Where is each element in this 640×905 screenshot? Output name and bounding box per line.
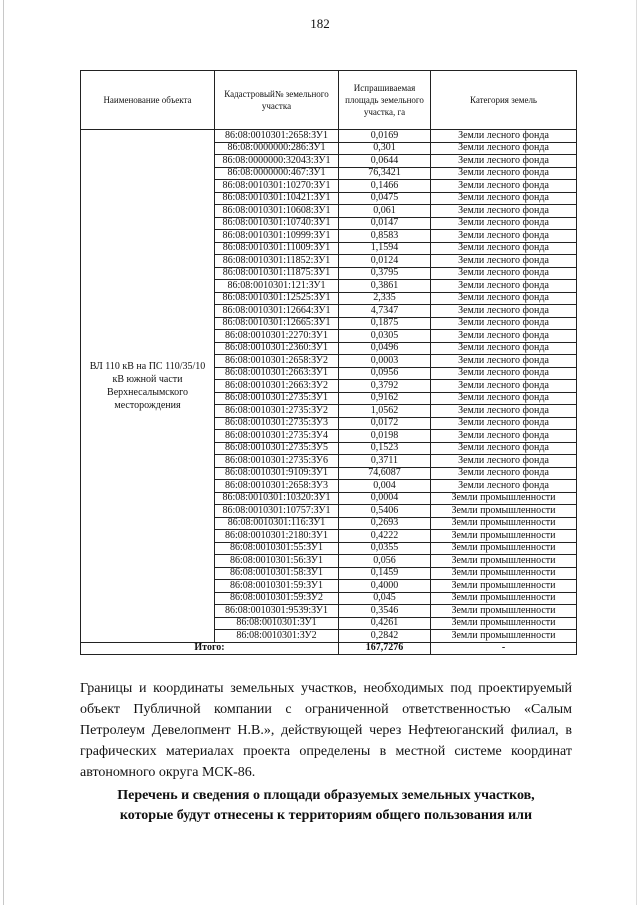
- total-area: 167,7276: [339, 642, 431, 655]
- category-cell: Земли лесного фонда: [431, 230, 577, 243]
- category-cell: Земли лесного фонда: [431, 142, 577, 155]
- object-name-cell: ВЛ 110 кВ на ПС 110/35/10 кВ южной части Верхнесалымского месторождения: [81, 130, 215, 643]
- area-cell: 0,0198: [339, 430, 431, 443]
- category-cell: Земли промышленности: [431, 580, 577, 593]
- area-cell: 0,0003: [339, 355, 431, 368]
- cadastral-cell: 86:08:0010301:2735:ЗУ4: [215, 430, 339, 443]
- total-category: -: [431, 642, 577, 655]
- area-cell: 0,0004: [339, 492, 431, 505]
- cadastral-cell: 86:08:0010301:2270:ЗУ1: [215, 330, 339, 343]
- cadastral-cell: 86:08:0010301:9539:ЗУ1: [215, 605, 339, 618]
- cadastral-cell: 86:08:0010301:12525:ЗУ1: [215, 292, 339, 305]
- cadastral-cell: 86:08:0010301:11852:ЗУ1: [215, 255, 339, 268]
- cadastral-cell: 86:08:0010301:2663:ЗУ2: [215, 380, 339, 393]
- category-cell: Земли промышленности: [431, 530, 577, 543]
- category-cell: Земли промышленности: [431, 517, 577, 530]
- cadastral-cell: 86:08:0010301:10270:ЗУ1: [215, 180, 339, 193]
- area-cell: 0,9162: [339, 392, 431, 405]
- area-cell: 0,4000: [339, 580, 431, 593]
- cadastral-cell: 86:08:0010301:2735:ЗУ1: [215, 392, 339, 405]
- area-cell: 0,3861: [339, 280, 431, 293]
- land-plots-table: [80, 70, 577, 655]
- cadastral-cell: 86:08:0010301:9109:ЗУ1: [215, 467, 339, 480]
- area-cell: 0,301: [339, 142, 431, 155]
- category-cell: Земли лесного фонда: [431, 155, 577, 168]
- cadastral-cell: 86:08:0000000:286:ЗУ1: [215, 142, 339, 155]
- category-cell: Земли промышленности: [431, 505, 577, 518]
- area-cell: 0,0956: [339, 367, 431, 380]
- area-cell: 0,5406: [339, 505, 431, 518]
- category-cell: Земли лесного фонда: [431, 430, 577, 443]
- category-cell: Земли промышленности: [431, 592, 577, 605]
- table-header-row: [81, 71, 577, 130]
- category-cell: Земли лесного фонда: [431, 130, 577, 143]
- cadastral-cell: 86:08:0010301:10740:ЗУ1: [215, 217, 339, 230]
- header-cadastral: Кадастровый№ земельного участка: [215, 71, 339, 130]
- area-cell: 0,2842: [339, 630, 431, 643]
- area-cell: 0,061: [339, 205, 431, 218]
- cadastral-cell: 86:08:0010301:ЗУ1: [215, 617, 339, 630]
- category-cell: Земли лесного фонда: [431, 205, 577, 218]
- category-cell: Земли лесного фонда: [431, 342, 577, 355]
- cadastral-cell: 86:08:0000000:32043:ЗУ1: [215, 155, 339, 168]
- cadastral-cell: 86:08:0010301:2735:ЗУ5: [215, 442, 339, 455]
- cadastral-cell: 86:08:0010301:2658:ЗУ1: [215, 130, 339, 143]
- category-cell: Земли лесного фонда: [431, 392, 577, 405]
- cadastral-cell: 86:08:0010301:2663:ЗУ1: [215, 367, 339, 380]
- cadastral-cell: 86:08:0010301:ЗУ2: [215, 630, 339, 643]
- category-cell: Земли лесного фонда: [431, 192, 577, 205]
- area-cell: 0,1875: [339, 317, 431, 330]
- area-cell: 0,4261: [339, 617, 431, 630]
- cadastral-cell: 86:08:0010301:121:ЗУ1: [215, 280, 339, 293]
- category-cell: Земли промышленности: [431, 630, 577, 643]
- category-cell: Земли лесного фонда: [431, 317, 577, 330]
- body-paragraph: Границы и координаты земельных участков, необходимых под проектируемый объект Публичной компании с ограниченной ответственностью «Салым Петролеум Девелопмент Н.В.», действующей через Нефтеюганский филиал, в графических материалах проекта определены в местной системе координат автономного округа МСК-86.: [80, 681, 572, 780]
- section-heading: Перечень и сведения о площади образуемых земельных участков, которые будут отнесены к территориям общего пользования или: [117, 788, 535, 823]
- category-cell: Земли лесного фонда: [431, 242, 577, 255]
- cadastral-cell: 86:08:0010301:55:ЗУ1: [215, 542, 339, 555]
- area-cell: 0,1523: [339, 442, 431, 455]
- area-cell: 0,0124: [339, 255, 431, 268]
- area-cell: 0,0496: [339, 342, 431, 355]
- area-cell: 0,3795: [339, 267, 431, 280]
- table-row: [81, 130, 577, 143]
- category-cell: Земли лесного фонда: [431, 267, 577, 280]
- category-cell: Земли лесного фонда: [431, 367, 577, 380]
- cadastral-cell: 86:08:0000000:467:ЗУ1: [215, 167, 339, 180]
- cadastral-cell: 86:08:0010301:2658:ЗУ3: [215, 480, 339, 493]
- category-cell: Земли лесного фонда: [431, 380, 577, 393]
- total-label: Итого:: [81, 642, 339, 655]
- category-cell: Земли промышленности: [431, 567, 577, 580]
- cadastral-cell: 86:08:0010301:59:ЗУ2: [215, 592, 339, 605]
- category-cell: Земли лесного фонда: [431, 480, 577, 493]
- category-cell: Земли лесного фонда: [431, 355, 577, 368]
- cadastral-cell: 86:08:0010301:2180:ЗУ1: [215, 530, 339, 543]
- category-cell: Земли лесного фонда: [431, 255, 577, 268]
- cadastral-cell: 86:08:0010301:10421:ЗУ1: [215, 192, 339, 205]
- cadastral-cell: 86:08:0010301:10608:ЗУ1: [215, 205, 339, 218]
- cadastral-cell: 86:08:0010301:11009:ЗУ1: [215, 242, 339, 255]
- cadastral-cell: 86:08:0010301:2360:ЗУ1: [215, 342, 339, 355]
- area-cell: 0,045: [339, 592, 431, 605]
- area-cell: 4,7347: [339, 305, 431, 318]
- area-cell: 0,0172: [339, 417, 431, 430]
- category-cell: Земли промышленности: [431, 617, 577, 630]
- category-cell: Земли лесного фонда: [431, 467, 577, 480]
- cadastral-cell: 86:08:0010301:58:ЗУ1: [215, 567, 339, 580]
- category-cell: Земли лесного фонда: [431, 330, 577, 343]
- area-cell: 0,0475: [339, 192, 431, 205]
- area-cell: 0,4222: [339, 530, 431, 543]
- cadastral-cell: 86:08:0010301:59:ЗУ1: [215, 580, 339, 593]
- cadastral-cell: 86:08:0010301:10320:ЗУ1: [215, 492, 339, 505]
- category-cell: Земли лесного фонда: [431, 405, 577, 418]
- category-cell: Земли лесного фонда: [431, 180, 577, 193]
- area-cell: 76,3421: [339, 167, 431, 180]
- page-edge-left: [3, 0, 4, 905]
- area-cell: 0,3792: [339, 380, 431, 393]
- category-cell: Земли лесного фонда: [431, 167, 577, 180]
- area-cell: 1,0562: [339, 405, 431, 418]
- cadastral-cell: 86:08:0010301:10999:ЗУ1: [215, 230, 339, 243]
- page-number: 182: [310, 16, 330, 31]
- page-edge-right: [636, 0, 637, 905]
- cadastral-cell: 86:08:0010301:56:ЗУ1: [215, 555, 339, 568]
- area-cell: 0,8583: [339, 230, 431, 243]
- total-row: [81, 642, 577, 655]
- area-cell: 0,004: [339, 480, 431, 493]
- area-cell: 0,2693: [339, 517, 431, 530]
- table-body: [81, 130, 577, 643]
- area-cell: 0,3711: [339, 455, 431, 468]
- category-cell: Земли лесного фонда: [431, 455, 577, 468]
- cadastral-cell: 86:08:0010301:2658:ЗУ2: [215, 355, 339, 368]
- area-cell: 0,0147: [339, 217, 431, 230]
- cadastral-cell: 86:08:0010301:2735:ЗУ2: [215, 405, 339, 418]
- area-cell: 0,0644: [339, 155, 431, 168]
- cadastral-cell: 86:08:0010301:11875:ЗУ1: [215, 267, 339, 280]
- cadastral-cell: 86:08:0010301:12665:ЗУ1: [215, 317, 339, 330]
- header-category: Категория земель: [431, 71, 577, 130]
- area-cell: 0,0355: [339, 542, 431, 555]
- area-cell: 0,0305: [339, 330, 431, 343]
- area-cell: 74,6087: [339, 467, 431, 480]
- area-cell: 2,335: [339, 292, 431, 305]
- category-cell: Земли лесного фонда: [431, 417, 577, 430]
- cadastral-cell: 86:08:0010301:12664:ЗУ1: [215, 305, 339, 318]
- category-cell: Земли лесного фонда: [431, 292, 577, 305]
- area-cell: 1,1594: [339, 242, 431, 255]
- area-cell: 0,1466: [339, 180, 431, 193]
- cadastral-cell: 86:08:0010301:116:ЗУ1: [215, 517, 339, 530]
- header-object: Наименование объекта: [81, 71, 215, 130]
- header-area: Испрашиваемая площадь земельного участка, га: [339, 71, 431, 130]
- category-cell: Земли промышленности: [431, 542, 577, 555]
- category-cell: Земли лесного фонда: [431, 217, 577, 230]
- area-cell: 0,056: [339, 555, 431, 568]
- category-cell: Земли лесного фонда: [431, 280, 577, 293]
- category-cell: Земли промышленности: [431, 555, 577, 568]
- category-cell: Земли лесного фонда: [431, 305, 577, 318]
- category-cell: Земли промышленности: [431, 605, 577, 618]
- category-cell: Земли промышленности: [431, 492, 577, 505]
- area-cell: 0,3546: [339, 605, 431, 618]
- cadastral-cell: 86:08:0010301:2735:ЗУ3: [215, 417, 339, 430]
- cadastral-cell: 86:08:0010301:10757:ЗУ1: [215, 505, 339, 518]
- cadastral-cell: 86:08:0010301:2735:ЗУ6: [215, 455, 339, 468]
- category-cell: Земли лесного фонда: [431, 442, 577, 455]
- area-cell: 0,1459: [339, 567, 431, 580]
- area-cell: 0,0169: [339, 130, 431, 143]
